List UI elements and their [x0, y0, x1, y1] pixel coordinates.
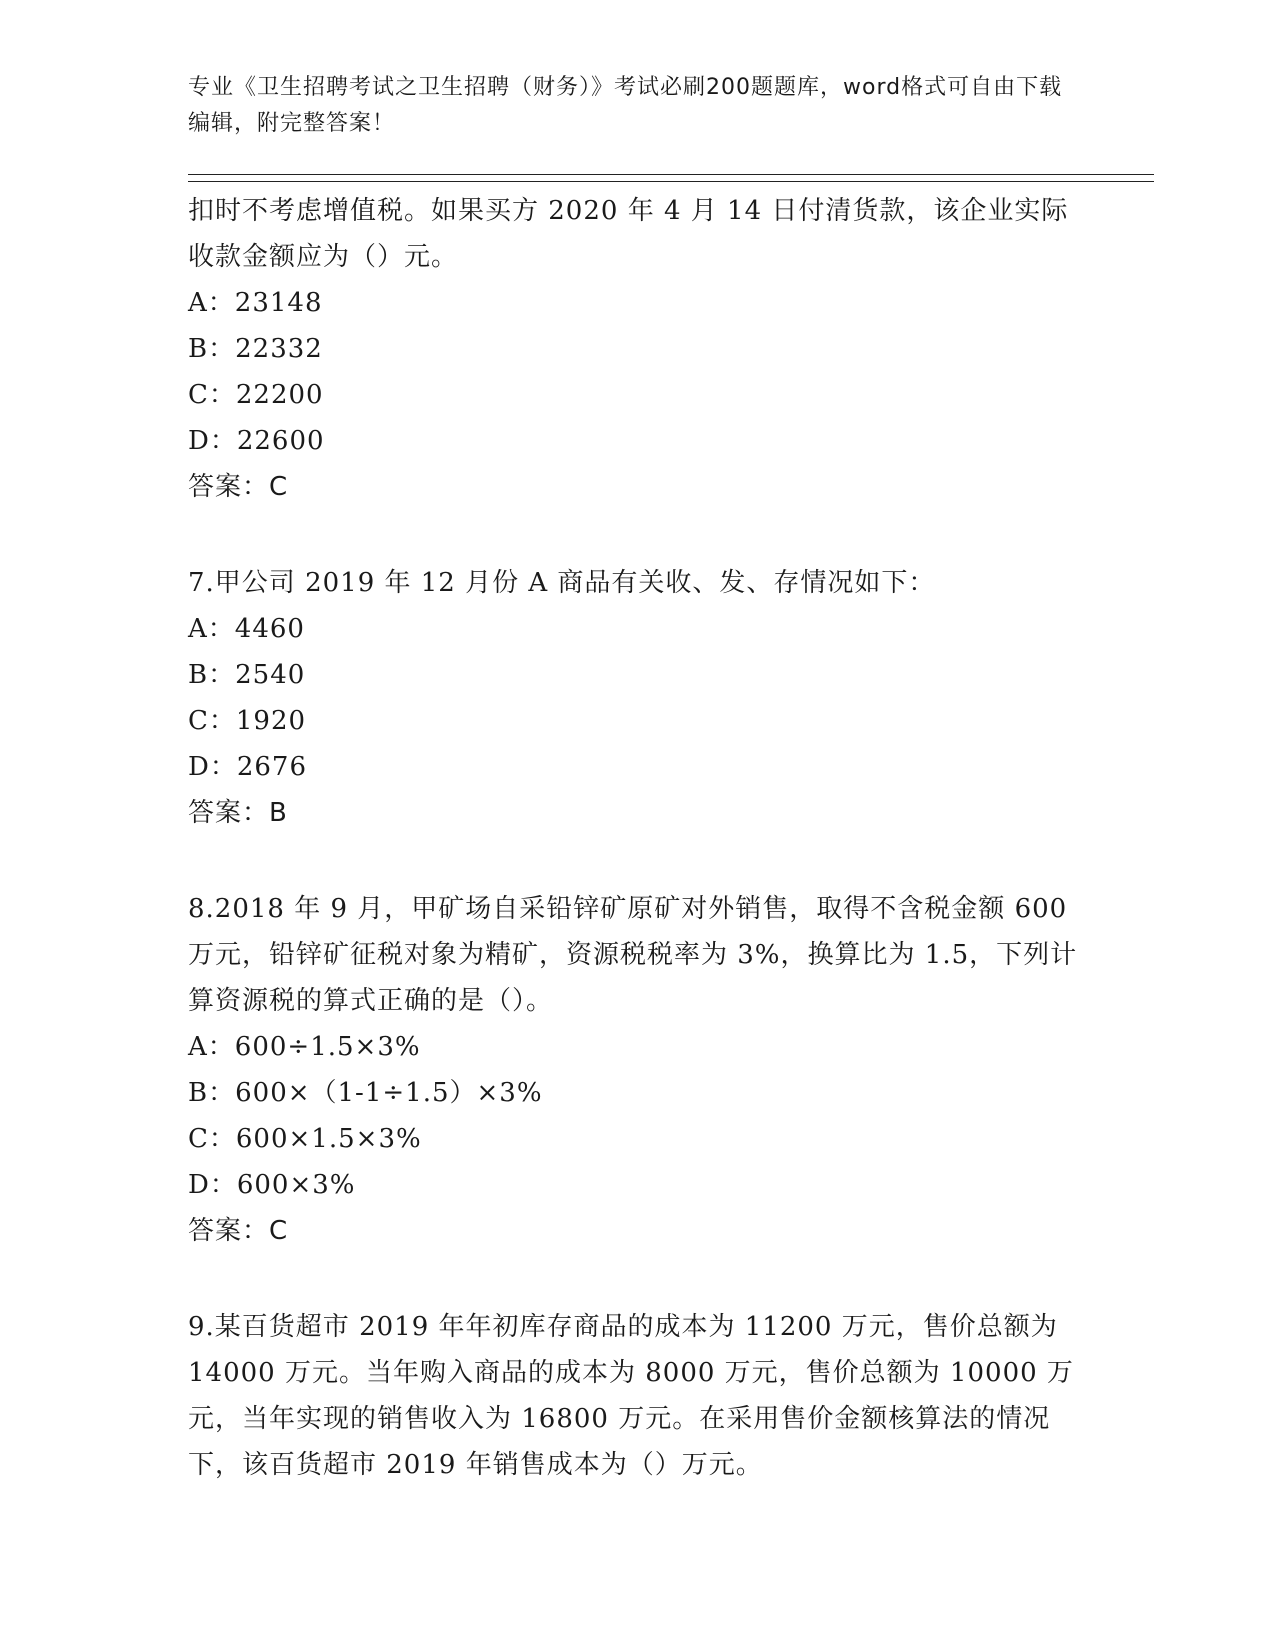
question-7-option-b: B：2540: [188, 660, 306, 690]
spacer: [188, 510, 1078, 560]
question-7-answer: 答案：B: [188, 798, 288, 828]
question-8-text: 8.2018 年 9 月，甲矿场自采铅锌矿原矿对外销售，取得不含税金额 600 万元，铅锌矿征税对象为精矿，资源税税率为 3%，换算比为 1.5，下列计算资源税的算式正确的是（）。: [188, 894, 1078, 1016]
header-title: 专业《卫生招聘考试之卫生招聘（财务）》考试必刷200题题库，word格式可自由下载编辑，附完整答案！: [188, 75, 1063, 136]
question-7-option-d: D：2676: [188, 752, 308, 782]
question-9-text: 9.某百货超市 2019 年年初库存商品的成本为 11200 万元，售价总额为 14000 万元。当年购入商品的成本为 8000 万元，售价总额为 10000 万元，当年实现的销售收入为 16800 万元。在采用售价金额核算法的情况下，该百货超市 2019 年销售成本为（）万元。: [188, 1312, 1074, 1480]
question-7-text: 7.甲公司 2019 年 12 月份 A 商品有关收、发、存情况如下：: [188, 568, 936, 598]
question-6-option-a: A：23148: [188, 288, 323, 318]
spacer: [188, 1254, 1078, 1304]
question-6-option-c: C：22200: [188, 380, 324, 410]
question-7-option-c: C：1920: [188, 706, 307, 736]
question-8-option-d: D：600×3%: [188, 1170, 356, 1200]
header-divider-top: [188, 174, 1154, 175]
question-6-answer: 答案：C: [188, 472, 289, 502]
question-6: [188, 188, 1078, 510]
question-9: [188, 1304, 1078, 1488]
spacer: [188, 836, 1078, 886]
question-8-option-c: C：600×1.5×3%: [188, 1124, 422, 1154]
document-body: [188, 188, 1078, 1488]
question-8-option-b: B：600×（1-1÷1.5）×3%: [188, 1078, 543, 1108]
question-8-option-a: A：600÷1.5×3%: [188, 1032, 421, 1062]
header-divider-bottom: [188, 181, 1154, 182]
question-8-answer: 答案：C: [188, 1216, 289, 1246]
document-header: [188, 70, 1068, 142]
question-6-option-b: B：22332: [188, 334, 323, 364]
question-8: [188, 886, 1078, 1254]
question-7-option-a: A：4460: [188, 614, 305, 644]
question-6-text: 扣时不考虑增值税。如果买方 2020 年 4 月 14 日付清货款，该企业实际收款金额应为（）元。: [188, 196, 1069, 272]
question-6-option-d: D：22600: [188, 426, 325, 456]
question-7: [188, 560, 1078, 836]
